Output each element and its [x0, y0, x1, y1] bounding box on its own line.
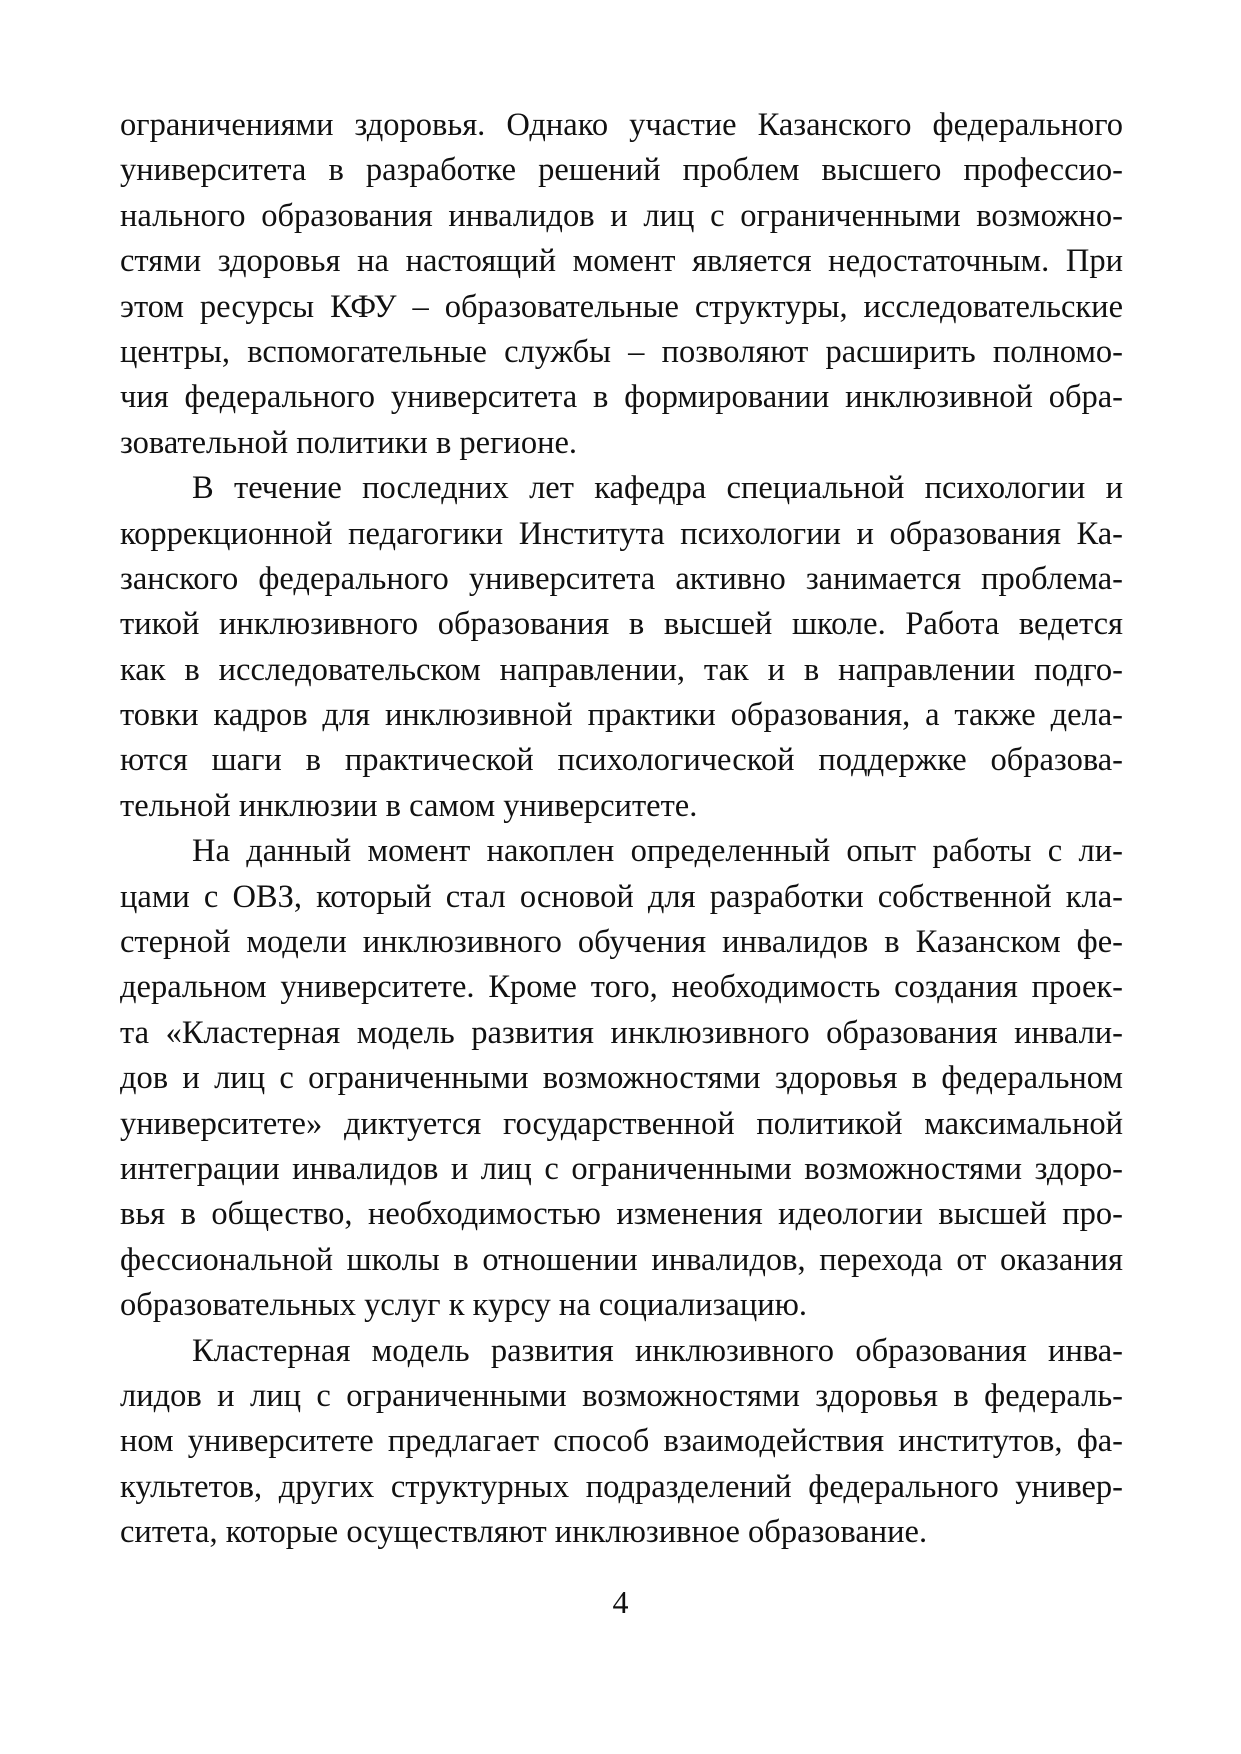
text-line: товки кадров для инклюзивной практики образования, а также дела- — [120, 697, 1123, 734]
text-line: образовательных услуг к курсу на социализацию. — [120, 1287, 808, 1324]
text-line: стерной модели инклюзивного обучения инвалидов в Казанском фе- — [120, 924, 1123, 961]
text-line: цами с ОВЗ, который стал основой для разработки собственной кла- — [120, 878, 1123, 915]
text-line: та «Кластерная модель развития инклюзивного образования инвали- — [120, 1014, 1123, 1051]
text-line: стями здоровья на настоящий момент является недостаточным. При — [120, 243, 1123, 280]
text-line: коррекционной педагогики Института психологии и образования Ка- — [120, 515, 1123, 552]
text-line: ситета, которые осуществляют инклюзивное образование. — [120, 1514, 928, 1551]
paragraph-1 — [120, 103, 1123, 466]
paragraph-3 — [120, 829, 1123, 1328]
text-line: занского федерального университета активно занимается проблема- — [120, 560, 1123, 597]
paragraph-4 — [120, 1329, 1123, 1556]
paragraph-2 — [120, 466, 1123, 829]
text-line: тикой инклюзивного образования в высшей школе. Работа ведется — [120, 606, 1123, 643]
text-line: интеграции инвалидов и лиц с ограниченными возможностями здоро- — [120, 1150, 1123, 1187]
text-line: ном университете предлагает способ взаимодействия институтов, фа- — [120, 1423, 1123, 1460]
text-line: тельной инклюзии в самом университете. — [120, 787, 698, 824]
text-line: как в исследовательском направлении, так и в направлении подго- — [120, 651, 1123, 688]
text-line: Кластерная модель развития инклюзивного образования инва- — [192, 1332, 1123, 1369]
text-line: лидов и лиц с ограниченными возможностями здоровья в федераль- — [120, 1377, 1123, 1414]
text-line: деральном университете. Кроме того, необходимость создания проек- — [120, 969, 1123, 1006]
text-line: зовательной политики в регионе. — [120, 424, 578, 461]
text-line: университета в разработке решений проблем высшего профессио- — [120, 152, 1123, 189]
text-line: вья в общество, необходимостью изменения идеологии высшей про- — [120, 1196, 1123, 1233]
text-line: фессиональной школы в отношении инвалидов, перехода от оказания — [120, 1241, 1123, 1278]
text-line: нального образования инвалидов и лиц с ограниченными возможно- — [120, 197, 1123, 234]
body-text — [120, 103, 1123, 1556]
text-line: На данный момент накоплен определенный опыт работы с ли- — [192, 833, 1123, 870]
text-line: дов и лиц с ограниченными возможностями здоровья в федеральном — [120, 1060, 1123, 1097]
page-number: 4 — [612, 1584, 629, 1620]
text-line: чия федерального университета в формировании инклюзивной обра- — [120, 379, 1123, 416]
text-line: ограничениями здоровья. Однако участие Казанского федерального — [120, 107, 1123, 143]
text-line: этом ресурсы КФУ – образовательные структуры, исследовательские — [120, 288, 1123, 325]
text-line: центры, вспомогательные службы – позволяют расширить полномо- — [120, 333, 1123, 370]
text-line: университете» диктуется государственной политикой максимальной — [120, 1105, 1123, 1142]
text-line: культетов, других структурных подразделений федерального универ- — [120, 1468, 1123, 1505]
text-line: В течение последних лет кафедра специальной психологии и — [192, 470, 1123, 507]
text-line: ются шаги в практической психологической поддержке образова- — [120, 742, 1123, 779]
